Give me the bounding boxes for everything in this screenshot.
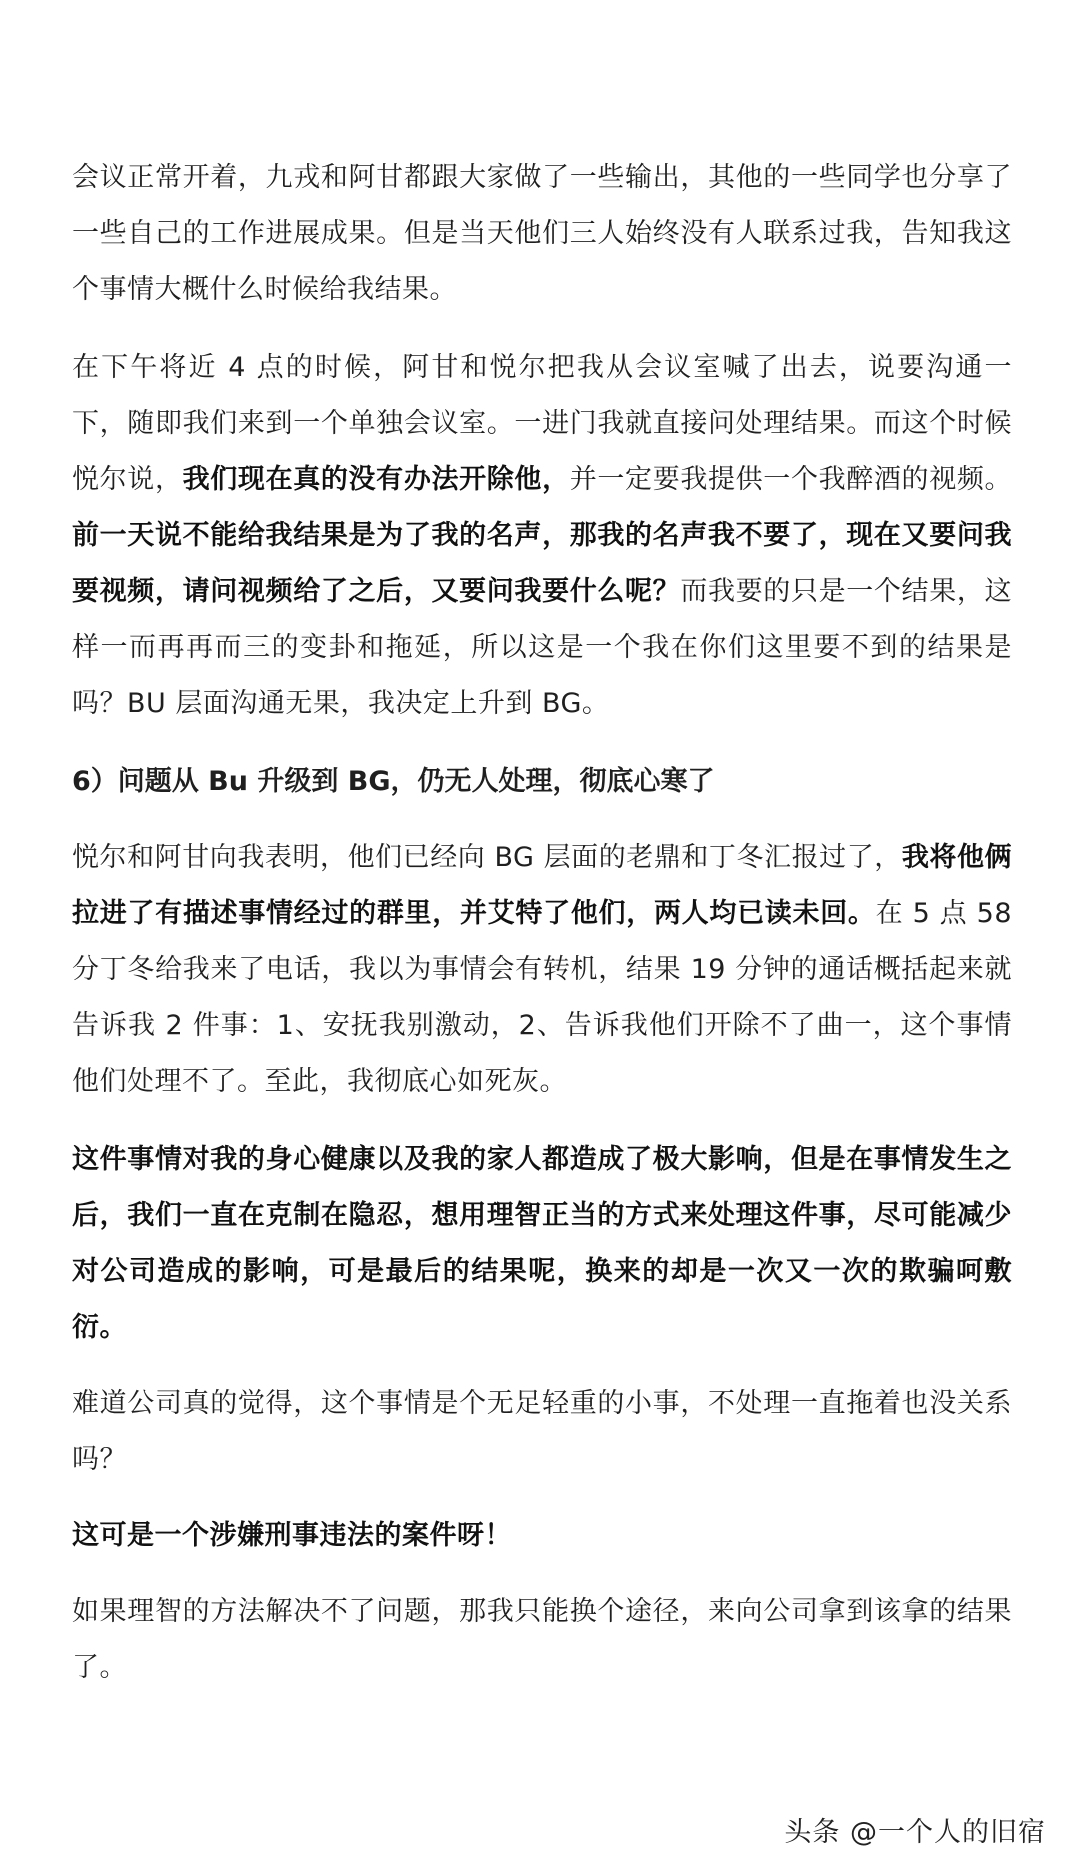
- bold-text-segment: 这件事情对我的身心健康以及我的家人都造成了极大影响，但是在事情发生之后，我们一直在克制在隐忍，想用理智正当的方式来处理这件事，尽可能减少对公司造成的影响，可是最后的结果呢，换来的却是一次又一次的欺骗呵敷衍。: [72, 1144, 1012, 1343]
- paragraph-bg-report: [72, 830, 1012, 1110]
- text-segment: 难道公司真的觉得，这个事情是个无足轻重的小事，不处理一直拖着也没关系吗？: [72, 1388, 1012, 1475]
- paragraph-criminal-case: [72, 1508, 1012, 1564]
- paragraph-meeting: [72, 150, 1012, 318]
- paragraph-closing: [72, 1584, 1012, 1696]
- text-segment: 会议正常开着，九戎和阿甘都跟大家做了一些输出，其他的一些同学也分享了一些自己的工作进展成果。但是当天他们三人始终没有人联系过我，告知我这个事情大概什么时候给我结果。: [72, 162, 1012, 305]
- bold-text-segment: 这可是一个涉嫌刑事违法的案件呀！: [72, 1520, 512, 1551]
- text-segment: 悦尔和阿甘向我表明，他们已经向 BG 层面的老鼎和丁冬汇报过了，: [72, 842, 902, 873]
- source-watermark: 头条 @一个人的旧宿: [780, 1808, 1050, 1851]
- paragraph-question: [72, 1376, 1012, 1488]
- section-heading: 6）问题从 Bu 升级到 BG，仍无人处理，彻底心寒了: [72, 766, 715, 797]
- paragraph-impact: [72, 1132, 1012, 1356]
- document-body: [72, 150, 1012, 1716]
- text-segment: 如果理智的方法解决不了问题，那我只能换个途径，来向公司拿到该拿的结果了。: [72, 1596, 1012, 1683]
- bold-text-segment: 我们现在真的没有办法开除他，: [182, 464, 570, 495]
- text-segment: 而我要的只是一个结果，这样一而再再而三的变卦和拖延，所以这是一个我在你们这里要不到的结果是吗？BU 层面沟通无果，我决定上升到 BG。: [72, 576, 1013, 719]
- bold-text-segment: 我将他俩拉进了有描述事情经过的群里，并艾特了他们，两人均已读未回。: [72, 842, 1012, 929]
- text-segment: 并一定要我提供一个我醉酒的视频。: [569, 464, 1013, 495]
- bold-text-segment: 前一天说不能给我结果是为了我的名声，那我的名声我不要了，现在又要问我要视频，请问视频给了之后，又要问我要什么呢？: [72, 520, 1012, 607]
- text-segment: 在 5 点 58 分丁冬给我来了电话，我以为事情会有转机，结果 19 分钟的通话概括起来就告诉我 2 件事：1、安抚我别激动，2、告诉我他们开除不了曲一，这个事情他们处理不了。至此，我彻底心如死灰。: [72, 898, 1012, 1097]
- paragraph-afternoon-talk: [72, 340, 1012, 732]
- text-segment: 在下午将近 4 点的时候，阿甘和悦尔把我从会议室喊了出去，说要沟通一下，随即我们来到一个单独会议室。一进门我就直接问处理结果。而这个时候悦尔说，: [72, 352, 1012, 495]
